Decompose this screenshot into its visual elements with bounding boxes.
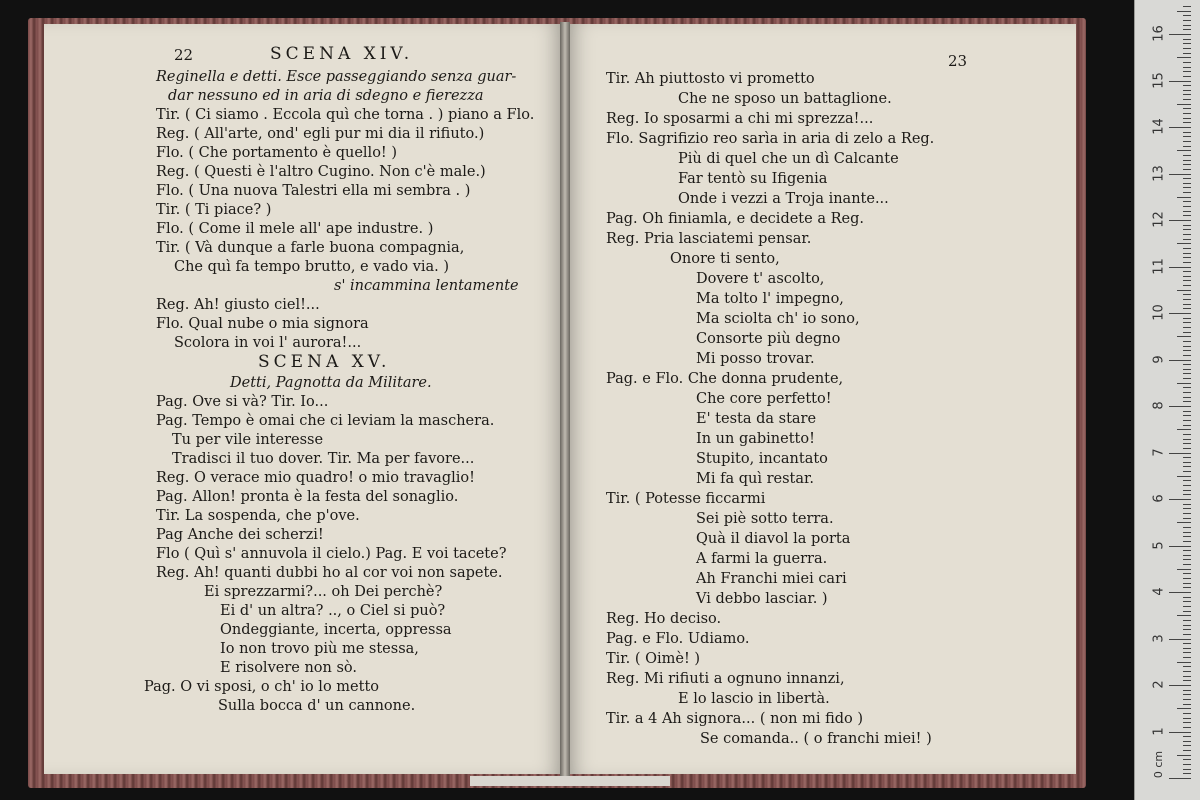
ruler-tick: [1183, 466, 1191, 467]
dialogue-line: Onore ti sento,: [670, 251, 780, 267]
ruler-tick: [1183, 559, 1191, 560]
ruler-tick: [1183, 155, 1191, 156]
ruler-tick: [1183, 99, 1191, 100]
ruler-tick: [1183, 727, 1191, 728]
ruler-tick: [1183, 169, 1191, 170]
ruler-tick: [1177, 708, 1191, 709]
ruler-tick: [1183, 634, 1191, 635]
ruler-tick: [1169, 406, 1191, 407]
dialogue-line: Mi fa quì restar.: [696, 471, 814, 487]
dialogue-line: Reg. Ho deciso.: [606, 611, 722, 627]
ruler-tick: [1183, 373, 1191, 374]
spine-strip: [470, 776, 670, 786]
ruler-tick: [1183, 648, 1191, 649]
dialogue-line: Pag. O vi sposi, o ch' io lo metto: [144, 679, 379, 695]
ruler-tick: [1183, 736, 1191, 737]
ruler-tick: [1183, 555, 1191, 556]
ruler-tick: [1183, 597, 1191, 598]
ruler-tick: [1183, 741, 1191, 742]
dialogue-line: Pag. e Flo. Udiamo.: [606, 631, 750, 647]
ruler-tick: [1183, 443, 1191, 444]
dialogue-line: Che core perfetto!: [696, 391, 832, 407]
dialogue-line: Ondeggiante, incerta, oppressa: [220, 622, 452, 638]
ruler-tick: [1177, 243, 1191, 244]
dialogue-line: Quà il diavol la porta: [696, 531, 851, 547]
ruler-number: 5: [1151, 540, 1167, 550]
ruler-unit-label: 0 cm: [1152, 750, 1166, 779]
scene-heading-xv: SCENA XV.: [258, 352, 391, 372]
ruler-tick: [1183, 387, 1191, 388]
ruler-tick: [1183, 43, 1191, 44]
dialogue-line: Tir. ( Ti piace? ): [156, 202, 272, 218]
ruler-tick: [1183, 564, 1191, 565]
ruler-tick: [1183, 457, 1191, 458]
ruler-tick: [1183, 513, 1191, 514]
dialogue-line: Io non trovo più me stessa,: [220, 641, 419, 657]
ruler-tick: [1177, 755, 1191, 756]
ruler-tick: [1183, 415, 1191, 416]
book-gutter: [560, 22, 570, 778]
ruler-tick: [1183, 369, 1191, 370]
right-page: [566, 24, 1076, 774]
ruler-tick: [1183, 536, 1191, 537]
dialogue-line: Pag Anche dei scherzi!: [156, 527, 324, 543]
ruler-tick: [1183, 676, 1191, 677]
ruler-number: 9: [1151, 354, 1167, 364]
ruler-tick: [1183, 141, 1191, 142]
ruler-tick: [1183, 318, 1191, 319]
dialogue-line: Tir. a 4 Ah signora... ( non mi fido ): [606, 711, 864, 727]
dialogue-line: Tir. ( Và dunque a farle buona compagnia,: [156, 240, 465, 256]
dialogue-line: Ah Franchi miei cari: [696, 571, 847, 587]
dialogue-line: Stupito, incantato: [696, 451, 828, 467]
ruler-tick: [1183, 606, 1191, 607]
ruler-tick: [1183, 192, 1191, 193]
ruler-tick: [1177, 290, 1191, 291]
ruler-tick: [1169, 546, 1191, 547]
ruler-tick: [1183, 108, 1191, 109]
ruler-tick: [1183, 118, 1191, 119]
ruler-tick: [1183, 178, 1191, 179]
ruler-tick: [1183, 401, 1191, 402]
ruler-tick: [1183, 411, 1191, 412]
ruler-number: 4: [1151, 587, 1167, 596]
ruler-tick: [1169, 220, 1191, 221]
ruler-tick: [1183, 48, 1191, 49]
dialogue-line: Tir. ( Oimè! ): [606, 651, 701, 667]
ruler-tick: [1169, 453, 1191, 454]
stage-direction: dar nessuno ed in aria di sdegno e fierezza: [168, 88, 484, 104]
dialogue-line: Vi debbo lasciar. ): [696, 591, 828, 607]
ruler-tick: [1183, 378, 1191, 379]
ruler-tick: [1183, 53, 1191, 54]
dialogue-line: Pag. Tempo è omai che ci leviam la maschera.: [156, 413, 495, 429]
ruler-tick: [1183, 722, 1191, 723]
dialogue-line: Pag. Ove si và? Tir. Io...: [156, 394, 329, 410]
ruler-tick: [1183, 527, 1191, 528]
dialogue-line: Tir. La sospenda, che p'ove.: [156, 508, 360, 524]
ruler-tick: [1183, 694, 1191, 695]
ruler-tick: [1183, 304, 1191, 305]
ruler-tick: [1183, 225, 1191, 226]
ruler-tick: [1183, 187, 1191, 188]
ruler-tick: [1183, 285, 1191, 286]
dialogue-line: Flo. ( Come il mele all' ape industre. ): [156, 221, 434, 237]
dialogue-line: Pag. e Flo. Che donna prudente,: [606, 371, 844, 387]
stage-direction: s' incammina lentamente: [334, 278, 519, 294]
ruler-tick: [1183, 183, 1191, 184]
ruler-tick: [1183, 680, 1191, 681]
ruler-tick: [1183, 350, 1191, 351]
ruler-tick: [1183, 704, 1191, 705]
ruler-tick: [1169, 34, 1191, 35]
ruler-tick: [1169, 778, 1191, 779]
ruler-tick: [1183, 39, 1191, 40]
ruler-tick: [1183, 392, 1191, 393]
ruler-tick: [1183, 485, 1191, 486]
ruler-tick: [1183, 462, 1191, 463]
page-number-left: 22: [174, 46, 194, 64]
dialogue-line: Reg. O verace mio quadro! o mio travaglio!: [156, 470, 475, 486]
ruler-tick: [1169, 81, 1191, 82]
ruler-tick: [1183, 750, 1191, 751]
ruler-tick: [1177, 197, 1191, 198]
dialogue-line: Reg. Ah! quanti dubbi ho al cor voi non sapete.: [156, 565, 503, 581]
dialogue-line: Ei d' un altra? .., o Ciel si può?: [220, 603, 446, 619]
ruler-tick: [1183, 541, 1191, 542]
ruler-tick: [1183, 620, 1191, 621]
dialogue-line: Pag. Allon! pronta è la festa del sonaglio.: [156, 489, 459, 505]
ruler-tick: [1183, 625, 1191, 626]
ruler-tick: [1183, 85, 1191, 86]
ruler-tick: [1177, 336, 1191, 337]
ruler-tick: [1169, 174, 1191, 175]
stage-direction: Reginella e detti. Esce passeggiando senza guar-: [156, 69, 517, 85]
dialogue-line: Onde i vezzi a Troja inante...: [678, 191, 889, 207]
dialogue-line: A farmi la guerra.: [696, 551, 828, 567]
ruler-tick: [1183, 280, 1191, 281]
dialogue-line: Sei piè sotto terra.: [696, 511, 834, 527]
ruler-tick: [1169, 267, 1191, 268]
dialogue-line: Pag. Oh finiamla, e decidete a Reg.: [606, 211, 864, 227]
dialogue-line: Tir. ( Ci siamo . Eccola quì che torna . ) piano a Flo.: [156, 107, 535, 123]
ruler-tick: [1183, 15, 1191, 16]
ruler-tick: [1183, 25, 1191, 26]
page-number-right: 23: [948, 52, 968, 70]
ruler-tick: [1183, 420, 1191, 421]
ruler-tick: [1183, 504, 1191, 505]
ruler-tick: [1183, 332, 1191, 333]
scene-heading-xiv: SCENA XIV.: [270, 44, 414, 64]
dialogue-line: Che quì fa tempo brutto, e vado via. ): [174, 259, 450, 275]
dialogue-line: Reg. ( All'arte, ond' egli pur mi dia il rifiuto.): [156, 126, 485, 142]
ruler-tick: [1183, 341, 1191, 342]
ruler-tick: [1177, 57, 1191, 58]
dialogue-line: Flo. ( Che portamento è quello! ): [156, 145, 398, 161]
ruler-tick: [1183, 71, 1191, 72]
ruler-tick: [1183, 490, 1191, 491]
ruler-tick: [1183, 67, 1191, 68]
ruler-number: 10: [1151, 304, 1167, 321]
ruler-tick: [1183, 578, 1191, 579]
ruler-number: 8: [1151, 401, 1167, 410]
ruler-tick: [1183, 764, 1191, 765]
ruler-tick: [1183, 494, 1191, 495]
ruler-tick: [1177, 522, 1191, 523]
ruler-tick: [1183, 508, 1191, 509]
dialogue-line: Flo ( Quì s' annuvola il cielo.) Pag. E voi tacete?: [156, 546, 507, 562]
ruler-number: 15: [1151, 71, 1167, 89]
ruler-tick: [1183, 611, 1191, 612]
dialogue-line: Flo. Qual nube o mia signora: [156, 316, 369, 332]
stage-direction: Detti, Pagnotta da Militare.: [230, 375, 432, 391]
ruler-tick: [1169, 360, 1191, 361]
ruler-tick: [1183, 629, 1191, 630]
ruler-tick: [1183, 759, 1191, 760]
dialogue-line: E risolvere non sò.: [220, 660, 358, 676]
ruler-tick: [1183, 253, 1191, 254]
ruler-tick: [1183, 136, 1191, 137]
dialogue-line: Reg. ( Questi è l'altro Cugino. Non c'è male.): [156, 164, 486, 180]
ruler-tick: [1183, 206, 1191, 207]
ruler-tick: [1183, 587, 1191, 588]
ruler-tick: [1183, 146, 1191, 147]
ruler-tick: [1183, 471, 1191, 472]
ruler-tick: [1169, 685, 1191, 686]
ruler-tick: [1183, 308, 1191, 309]
ruler-tick: [1183, 257, 1191, 258]
left-page: [44, 24, 564, 774]
ruler-tick: [1183, 94, 1191, 95]
dialogue-line: Se comanda.. ( o franchi miei! ): [700, 731, 932, 747]
ruler-tick: [1183, 229, 1191, 230]
ruler-tick: [1183, 713, 1191, 714]
ruler-tick: [1183, 6, 1191, 7]
dialogue-line: Mi posso trovar.: [696, 351, 815, 367]
ruler-tick: [1183, 601, 1191, 602]
ruler-tick: [1183, 434, 1191, 435]
dialogue-line: Ei sprezzarmi?... oh Dei perchè?: [204, 584, 443, 600]
ruler-tick: [1183, 583, 1191, 584]
ruler-number: 3: [1151, 633, 1167, 643]
ruler-tick: [1177, 383, 1191, 384]
dialogue-line: In un gabinetto!: [696, 431, 815, 447]
ruler-tick: [1183, 769, 1191, 770]
ruler-tick: [1183, 699, 1191, 700]
ruler-tick: [1183, 327, 1191, 328]
ruler-tick: [1183, 211, 1191, 212]
dialogue-line: Più di quel che un dì Calcante: [678, 151, 899, 167]
ruler-tick: [1177, 11, 1191, 12]
ruler-tick: [1183, 573, 1191, 574]
dialogue-line: Sulla bocca d' un cannone.: [218, 698, 416, 714]
ruler-tick: [1183, 122, 1191, 123]
dialogue-line: Flo. Sagrifizio reo sarìa in aria di zelo a Reg.: [606, 131, 935, 147]
ruler-tick: [1183, 113, 1191, 114]
dialogue-line: Reg. Io sposarmi a chi mi sprezza!...: [606, 111, 874, 127]
ruler-tick: [1177, 615, 1191, 616]
dialogue-line: Reg. Pria lasciatemi pensar.: [606, 231, 812, 247]
ruler-tick: [1183, 262, 1191, 263]
ruler-number: 12: [1151, 211, 1167, 228]
ruler-tick: [1169, 313, 1191, 314]
dialogue-line: Reg. Mi rifiuti a ognuno innanzi,: [606, 671, 845, 687]
ruler-number: 16: [1151, 25, 1167, 42]
ruler-tick: [1183, 448, 1191, 449]
ruler-tick: [1183, 532, 1191, 533]
ruler-tick: [1183, 480, 1191, 481]
ruler-tick: [1177, 662, 1191, 663]
ruler-number: 14: [1151, 118, 1167, 135]
ruler-tick: [1183, 276, 1191, 277]
ruler-tick: [1183, 346, 1191, 347]
ruler-tick: [1183, 271, 1191, 272]
ruler-tick: [1183, 132, 1191, 133]
ruler-tick: [1169, 499, 1191, 500]
ruler-tick: [1169, 592, 1191, 593]
dialogue-line: Tir. ( Potesse ficcarmi: [606, 491, 766, 507]
dialogue-line: E lo lascio in libertà.: [678, 691, 830, 707]
ruler-number: 11: [1151, 257, 1167, 275]
measurement-ruler: [1134, 0, 1200, 800]
ruler-number: 2: [1151, 680, 1167, 689]
ruler-tick: [1169, 639, 1191, 640]
ruler-tick: [1183, 215, 1191, 216]
dialogue-line: Tradisci il tuo dover. Tir. Ma per favore...: [172, 451, 475, 467]
ruler-tick: [1169, 127, 1191, 128]
ruler-number: 7: [1151, 447, 1167, 457]
ruler-tick: [1183, 201, 1191, 202]
dialogue-line: Consorte più degno: [696, 331, 841, 347]
ruler-tick: [1183, 20, 1191, 21]
ruler-tick: [1183, 690, 1191, 691]
ruler-tick: [1183, 160, 1191, 161]
dialogue-line: Reg. Ah! giusto ciel!...: [156, 297, 320, 313]
dialogue-line: Scolora in voi l' aurora!...: [174, 335, 362, 351]
ruler-tick: [1183, 643, 1191, 644]
dialogue-line: Tu per vile interesse: [172, 432, 324, 448]
ruler-tick: [1177, 476, 1191, 477]
ruler-tick: [1183, 62, 1191, 63]
ruler-tick: [1183, 773, 1191, 774]
ruler-tick: [1183, 425, 1191, 426]
dialogue-line: Ma sciolta ch' io sono,: [696, 311, 860, 327]
ruler-tick: [1183, 718, 1191, 719]
dialogue-line: E' testa da stare: [696, 411, 817, 427]
ruler-tick: [1183, 164, 1191, 165]
ruler-tick: [1183, 294, 1191, 295]
ruler-tick: [1183, 239, 1191, 240]
ruler-tick: [1183, 364, 1191, 365]
ruler-tick: [1177, 429, 1191, 430]
ruler-tick: [1183, 234, 1191, 235]
dialogue-line: Flo. ( Una nuova Talestri ella mi sembra . ): [156, 183, 471, 199]
ruler-tick: [1183, 76, 1191, 77]
ruler-tick: [1177, 150, 1191, 151]
ruler-tick: [1183, 29, 1191, 30]
ruler-tick: [1183, 657, 1191, 658]
ruler-tick: [1183, 652, 1191, 653]
ruler-tick: [1183, 666, 1191, 667]
ruler-number: 6: [1151, 494, 1167, 503]
ruler-tick: [1169, 732, 1191, 733]
ruler-tick: [1183, 322, 1191, 323]
ruler-tick: [1183, 745, 1191, 746]
ruler-tick: [1177, 104, 1191, 105]
ruler-tick: [1177, 569, 1191, 570]
ruler-tick: [1183, 518, 1191, 519]
ruler-tick: [1183, 90, 1191, 91]
ruler-tick: [1183, 671, 1191, 672]
ruler-tick: [1183, 550, 1191, 551]
dialogue-line: Dovere t' ascolto,: [696, 271, 825, 287]
dialogue-line: Che ne sposo un battaglione.: [678, 91, 892, 107]
ruler-number: 1: [1151, 726, 1167, 736]
ruler-tick: [1183, 248, 1191, 249]
ruler-tick: [1183, 439, 1191, 440]
dialogue-line: Ma tolto l' impegno,: [696, 291, 844, 307]
ruler-tick: [1183, 299, 1191, 300]
ruler-number: 13: [1151, 164, 1167, 182]
dialogue-line: Far tentò su Ifigenia: [678, 171, 828, 187]
ruler-tick: [1183, 355, 1191, 356]
ruler-tick: [1183, 397, 1191, 398]
dialogue-line: Tir. Ah piuttosto vi prometto: [606, 71, 815, 87]
